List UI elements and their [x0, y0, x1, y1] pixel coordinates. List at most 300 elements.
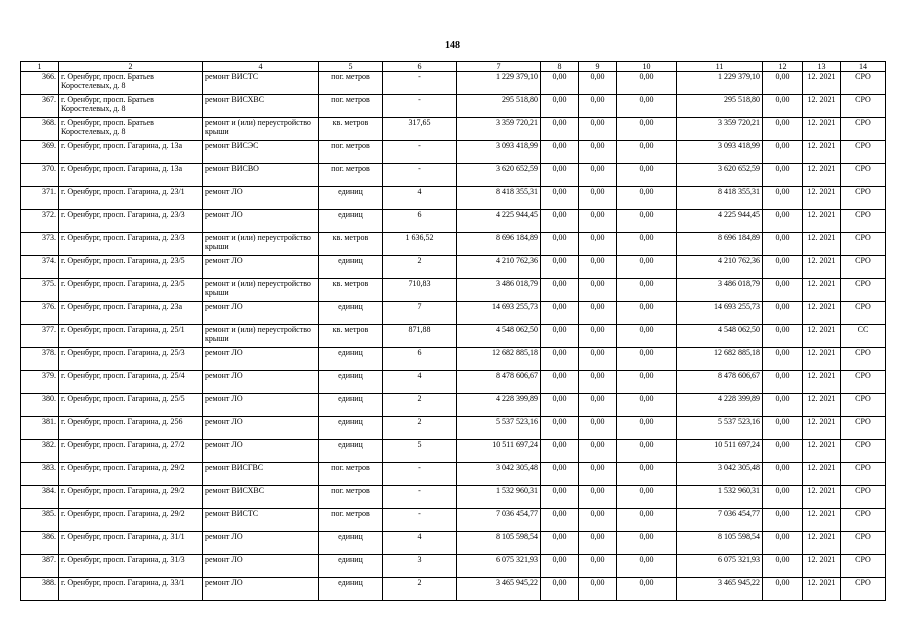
cell-total: 1 229 379,10	[457, 72, 541, 95]
cell-addr: г. Оренбург, просп. Гагарина, д. 13а	[59, 164, 203, 187]
cell-c12: 0,00	[763, 509, 803, 532]
cell-c10: 0,00	[617, 118, 677, 141]
cell-c9: 0,00	[579, 95, 617, 118]
cell-unit: единиц	[319, 532, 383, 555]
cell-addr: г. Оренбург, просп. Гагарина, д. 29/2	[59, 463, 203, 486]
column-header: 6	[383, 62, 457, 72]
cell-n: 387.	[21, 555, 59, 578]
cell-total: 14 693 255,73	[457, 302, 541, 325]
cell-c12: 0,00	[763, 256, 803, 279]
cell-qty: 3	[383, 555, 457, 578]
cell-addr: г. Оренбург, просп. Братьев Коростелевых, д. 8	[59, 118, 203, 141]
cell-c8: 0,00	[541, 187, 579, 210]
cell-c12: 0,00	[763, 95, 803, 118]
cell-n: 384.	[21, 486, 59, 509]
cell-date: 12. 2021	[803, 210, 841, 233]
cell-addr: г. Оренбург, просп. Гагарина, д. 23/5	[59, 256, 203, 279]
table-row	[21, 532, 886, 555]
cell-c9: 0,00	[579, 141, 617, 164]
cell-qty: 4	[383, 187, 457, 210]
cell-date: 12. 2021	[803, 348, 841, 371]
cell-work: ремонт ЛО	[203, 210, 319, 233]
cell-work: ремонт ЛО	[203, 187, 319, 210]
cell-addr: г. Оренбург, просп. Гагарина, д. 23/1	[59, 187, 203, 210]
cell-qty: -	[383, 141, 457, 164]
cell-c12: 0,00	[763, 371, 803, 394]
column-header: 14	[841, 62, 886, 72]
column-header: 9	[579, 62, 617, 72]
cell-total: 3 620 652,59	[457, 164, 541, 187]
cell-c12: 0,00	[763, 187, 803, 210]
cell-total: 12 682 885,18	[457, 348, 541, 371]
cell-c8: 0,00	[541, 325, 579, 348]
cell-src: СРО	[841, 532, 886, 555]
cell-date: 12. 2021	[803, 141, 841, 164]
cell-c10: 0,00	[617, 302, 677, 325]
cell-n: 386.	[21, 532, 59, 555]
cell-c8: 0,00	[541, 210, 579, 233]
cell-c10: 0,00	[617, 164, 677, 187]
column-header: 11	[677, 62, 763, 72]
cell-c10: 0,00	[617, 95, 677, 118]
cell-addr: г. Оренбург, просп. Гагарина, д. 23/3	[59, 233, 203, 256]
cell-unit: единиц	[319, 187, 383, 210]
cell-c10: 0,00	[617, 555, 677, 578]
cell-c12: 0,00	[763, 279, 803, 302]
cell-c10: 0,00	[617, 417, 677, 440]
cell-work: ремонт ЛО	[203, 302, 319, 325]
cell-src: СРО	[841, 118, 886, 141]
cell-work: ремонт и (или) переустройство крыши	[203, 233, 319, 256]
cell-date: 12. 2021	[803, 440, 841, 463]
cell-qty: 4	[383, 371, 457, 394]
table-row	[21, 279, 886, 302]
cell-addr: г. Оренбург, просп. Гагарина, д. 29/2	[59, 509, 203, 532]
cell-src: СРО	[841, 95, 886, 118]
cell-qty: -	[383, 463, 457, 486]
cell-c11: 3 093 418,99	[677, 141, 763, 164]
cell-unit: единиц	[319, 578, 383, 601]
cell-unit: пог. метров	[319, 509, 383, 532]
cell-total: 7 036 454,77	[457, 509, 541, 532]
cell-c12: 0,00	[763, 394, 803, 417]
cell-c8: 0,00	[541, 256, 579, 279]
cell-qty: -	[383, 95, 457, 118]
cell-c9: 0,00	[579, 463, 617, 486]
cell-c11: 3 620 652,59	[677, 164, 763, 187]
cell-c8: 0,00	[541, 164, 579, 187]
table-row	[21, 486, 886, 509]
cell-c11: 3 042 305,48	[677, 463, 763, 486]
cell-c12: 0,00	[763, 463, 803, 486]
cell-c10: 0,00	[617, 578, 677, 601]
cell-c9: 0,00	[579, 417, 617, 440]
cell-qty: 1 636,52	[383, 233, 457, 256]
cell-unit: единиц	[319, 302, 383, 325]
cell-c12: 0,00	[763, 440, 803, 463]
cell-c12: 0,00	[763, 302, 803, 325]
column-header: 1	[21, 62, 59, 72]
column-header: 5	[319, 62, 383, 72]
cell-c8: 0,00	[541, 440, 579, 463]
cell-c11: 5 537 523,16	[677, 417, 763, 440]
cell-total: 4 548 062,50	[457, 325, 541, 348]
cell-date: 12. 2021	[803, 164, 841, 187]
cell-src: СРО	[841, 440, 886, 463]
cell-c9: 0,00	[579, 440, 617, 463]
cell-total: 3 093 418,99	[457, 141, 541, 164]
cell-work: ремонт ЛО	[203, 440, 319, 463]
cell-qty: 2	[383, 394, 457, 417]
cell-unit: пог. метров	[319, 95, 383, 118]
cell-c11: 4 228 399,89	[677, 394, 763, 417]
cell-src: СРО	[841, 555, 886, 578]
cell-c11: 3 465 945,22	[677, 578, 763, 601]
cell-n: 385.	[21, 509, 59, 532]
cell-date: 12. 2021	[803, 279, 841, 302]
cell-unit: единиц	[319, 394, 383, 417]
cell-qty: 5	[383, 440, 457, 463]
cell-total: 8 105 598,54	[457, 532, 541, 555]
cell-src: СРО	[841, 578, 886, 601]
cell-addr: г. Оренбург, просп. Гагарина, д. 25/1	[59, 325, 203, 348]
cell-c11: 3 486 018,79	[677, 279, 763, 302]
cell-addr: г. Оренбург, просп. Гагарина, д. 13а	[59, 141, 203, 164]
cell-c9: 0,00	[579, 233, 617, 256]
cell-c12: 0,00	[763, 210, 803, 233]
cell-unit: кв. метров	[319, 325, 383, 348]
cell-c12: 0,00	[763, 532, 803, 555]
cell-c8: 0,00	[541, 555, 579, 578]
table-row	[21, 141, 886, 164]
cell-work: ремонт и (или) переустройство крыши	[203, 325, 319, 348]
cell-c11: 8 418 355,31	[677, 187, 763, 210]
page-number: 148	[445, 40, 460, 51]
cell-n: 368.	[21, 118, 59, 141]
cell-c12: 0,00	[763, 233, 803, 256]
cell-qty: 710,83	[383, 279, 457, 302]
table-body	[21, 72, 886, 601]
cell-c11: 8 696 184,89	[677, 233, 763, 256]
cell-date: 12. 2021	[803, 394, 841, 417]
cell-total: 8 418 355,31	[457, 187, 541, 210]
cell-c8: 0,00	[541, 233, 579, 256]
cell-date: 12. 2021	[803, 417, 841, 440]
cell-work: ремонт ЛО	[203, 555, 319, 578]
cell-c9: 0,00	[579, 509, 617, 532]
cell-unit: пог. метров	[319, 164, 383, 187]
cell-c9: 0,00	[579, 486, 617, 509]
cell-n: 367.	[21, 95, 59, 118]
cell-n: 377.	[21, 325, 59, 348]
cell-addr: г. Оренбург, просп. Гагарина, д. 27/2	[59, 440, 203, 463]
cell-src: СРО	[841, 371, 886, 394]
cell-addr: г. Оренбург, просп. Гагарина, д. 25/3	[59, 348, 203, 371]
cell-c8: 0,00	[541, 463, 579, 486]
cell-work: ремонт ВИСГВС	[203, 463, 319, 486]
cell-c11: 3 359 720,21	[677, 118, 763, 141]
cell-unit: единиц	[319, 555, 383, 578]
table-row	[21, 118, 886, 141]
cell-c12: 0,00	[763, 118, 803, 141]
cell-unit: единиц	[319, 348, 383, 371]
cell-c12: 0,00	[763, 348, 803, 371]
cell-src: СС	[841, 325, 886, 348]
cell-qty: 317,65	[383, 118, 457, 141]
cell-qty: 6	[383, 210, 457, 233]
table-row	[21, 509, 886, 532]
column-header: 8	[541, 62, 579, 72]
table-row	[21, 72, 886, 95]
table-row	[21, 348, 886, 371]
cell-c10: 0,00	[617, 256, 677, 279]
cell-unit: пог. метров	[319, 463, 383, 486]
cell-src: СРО	[841, 210, 886, 233]
cell-work: ремонт ЛО	[203, 394, 319, 417]
cell-c9: 0,00	[579, 210, 617, 233]
cell-work: ремонт ЛО	[203, 578, 319, 601]
cell-c11: 4 225 944,45	[677, 210, 763, 233]
cell-date: 12. 2021	[803, 118, 841, 141]
cell-unit: пог. метров	[319, 72, 383, 95]
cell-c9: 0,00	[579, 279, 617, 302]
cell-src: СРО	[841, 164, 886, 187]
cell-src: СРО	[841, 394, 886, 417]
cell-total: 4 225 944,45	[457, 210, 541, 233]
cell-qty: -	[383, 509, 457, 532]
cell-date: 12. 2021	[803, 325, 841, 348]
cell-c8: 0,00	[541, 532, 579, 555]
cell-qty: -	[383, 72, 457, 95]
cell-c8: 0,00	[541, 279, 579, 302]
cell-unit: кв. метров	[319, 279, 383, 302]
cell-c9: 0,00	[579, 371, 617, 394]
cell-unit: пог. метров	[319, 486, 383, 509]
cell-c10: 0,00	[617, 187, 677, 210]
cell-total: 4 228 399,89	[457, 394, 541, 417]
cell-qty: 2	[383, 256, 457, 279]
cell-c11: 4 548 062,50	[677, 325, 763, 348]
cell-c10: 0,00	[617, 72, 677, 95]
cell-n: 370.	[21, 164, 59, 187]
table-row	[21, 187, 886, 210]
cell-addr: г. Оренбург, просп. Гагарина, д. 33/1	[59, 578, 203, 601]
cell-unit: кв. метров	[319, 118, 383, 141]
cell-c12: 0,00	[763, 417, 803, 440]
cell-c8: 0,00	[541, 394, 579, 417]
cell-c9: 0,00	[579, 578, 617, 601]
column-header: 4	[203, 62, 319, 72]
cell-n: 376.	[21, 302, 59, 325]
cell-src: СРО	[841, 279, 886, 302]
cell-addr: г. Оренбург, просп. Гагарина, д. 29/2	[59, 486, 203, 509]
cell-addr: г. Оренбург, просп. Братьев Коростелевых, д. 8	[59, 72, 203, 95]
cell-date: 12. 2021	[803, 187, 841, 210]
cell-total: 6 075 321,93	[457, 555, 541, 578]
cell-c8: 0,00	[541, 509, 579, 532]
cell-c12: 0,00	[763, 164, 803, 187]
cell-c9: 0,00	[579, 555, 617, 578]
cell-total: 5 537 523,16	[457, 417, 541, 440]
cell-c12: 0,00	[763, 555, 803, 578]
table-row	[21, 210, 886, 233]
cell-n: 371.	[21, 187, 59, 210]
cell-n: 372.	[21, 210, 59, 233]
cell-date: 12. 2021	[803, 463, 841, 486]
cell-unit: кв. метров	[319, 233, 383, 256]
cell-src: СРО	[841, 233, 886, 256]
cell-n: 375.	[21, 279, 59, 302]
cell-addr: г. Оренбург, просп. Гагарина, д. 23а	[59, 302, 203, 325]
cell-c10: 0,00	[617, 325, 677, 348]
cell-work: ремонт ВИСЭС	[203, 141, 319, 164]
cell-total: 10 511 697,24	[457, 440, 541, 463]
cell-date: 12. 2021	[803, 233, 841, 256]
cell-c11: 8 105 598,54	[677, 532, 763, 555]
cell-total: 1 532 960,31	[457, 486, 541, 509]
column-number-row	[21, 62, 886, 72]
cell-unit: пог. метров	[319, 141, 383, 164]
cell-qty: 2	[383, 417, 457, 440]
cell-addr: г. Оренбург, просп. Гагарина, д. 31/3	[59, 555, 203, 578]
cell-unit: единиц	[319, 210, 383, 233]
cell-c9: 0,00	[579, 532, 617, 555]
table-row	[21, 555, 886, 578]
cell-c11: 7 036 454,77	[677, 509, 763, 532]
cell-c8: 0,00	[541, 578, 579, 601]
cell-c8: 0,00	[541, 72, 579, 95]
cell-qty: 2	[383, 578, 457, 601]
cell-n: 382.	[21, 440, 59, 463]
cell-work: ремонт ВИСХВС	[203, 95, 319, 118]
cell-date: 12. 2021	[803, 302, 841, 325]
cell-src: СРО	[841, 141, 886, 164]
cell-work: ремонт ВИСТС	[203, 509, 319, 532]
table-row	[21, 578, 886, 601]
cell-n: 374.	[21, 256, 59, 279]
cell-c11: 1 229 379,10	[677, 72, 763, 95]
cell-work: ремонт ЛО	[203, 532, 319, 555]
cell-c11: 12 682 885,18	[677, 348, 763, 371]
cell-n: 378.	[21, 348, 59, 371]
cell-c10: 0,00	[617, 440, 677, 463]
cell-total: 8 478 606,67	[457, 371, 541, 394]
cell-c10: 0,00	[617, 210, 677, 233]
cell-n: 379.	[21, 371, 59, 394]
cell-c10: 0,00	[617, 371, 677, 394]
table-row	[21, 302, 886, 325]
cell-work: ремонт ЛО	[203, 348, 319, 371]
cell-addr: г. Оренбург, просп. Гагарина, д. 23/3	[59, 210, 203, 233]
cell-total: 3 042 305,48	[457, 463, 541, 486]
cell-c8: 0,00	[541, 302, 579, 325]
cell-c10: 0,00	[617, 532, 677, 555]
cell-c10: 0,00	[617, 394, 677, 417]
cell-n: 388.	[21, 578, 59, 601]
cell-total: 3 465 945,22	[457, 578, 541, 601]
cell-c8: 0,00	[541, 371, 579, 394]
cell-c11: 4 210 762,36	[677, 256, 763, 279]
cell-c11: 10 511 697,24	[677, 440, 763, 463]
cell-c12: 0,00	[763, 141, 803, 164]
cell-c10: 0,00	[617, 279, 677, 302]
cell-n: 383.	[21, 463, 59, 486]
cell-src: СРО	[841, 187, 886, 210]
cell-n: 381.	[21, 417, 59, 440]
cell-addr: г. Оренбург, просп. Гагарина, д. 256	[59, 417, 203, 440]
cell-date: 12. 2021	[803, 371, 841, 394]
cell-c8: 0,00	[541, 141, 579, 164]
cell-total: 295 518,80	[457, 95, 541, 118]
cell-src: СРО	[841, 486, 886, 509]
cell-addr: г. Оренбург, просп. Гагарина, д. 25/4	[59, 371, 203, 394]
column-header: 12	[763, 62, 803, 72]
cell-date: 12. 2021	[803, 532, 841, 555]
table-row	[21, 325, 886, 348]
cell-date: 12. 2021	[803, 578, 841, 601]
cell-c8: 0,00	[541, 95, 579, 118]
cell-addr: г. Оренбург, просп. Гагарина, д. 25/5	[59, 394, 203, 417]
cell-c10: 0,00	[617, 348, 677, 371]
table-row	[21, 233, 886, 256]
cell-c9: 0,00	[579, 164, 617, 187]
cell-c10: 0,00	[617, 233, 677, 256]
table-row	[21, 463, 886, 486]
cell-c9: 0,00	[579, 394, 617, 417]
cell-work: ремонт ЛО	[203, 417, 319, 440]
cell-qty: -	[383, 164, 457, 187]
cell-c10: 0,00	[617, 141, 677, 164]
table-row	[21, 256, 886, 279]
capital-repair-table	[20, 61, 886, 601]
cell-unit: единиц	[319, 371, 383, 394]
cell-src: СРО	[841, 348, 886, 371]
cell-c9: 0,00	[579, 187, 617, 210]
cell-qty: -	[383, 486, 457, 509]
cell-work: ремонт и (или) переустройство крыши	[203, 279, 319, 302]
cell-src: СРО	[841, 463, 886, 486]
cell-c8: 0,00	[541, 486, 579, 509]
cell-c9: 0,00	[579, 325, 617, 348]
cell-c12: 0,00	[763, 72, 803, 95]
cell-c9: 0,00	[579, 302, 617, 325]
cell-c8: 0,00	[541, 348, 579, 371]
column-header: 2	[59, 62, 203, 72]
cell-qty: 871,88	[383, 325, 457, 348]
cell-c12: 0,00	[763, 486, 803, 509]
cell-work: ремонт и (или) переустройство крыши	[203, 118, 319, 141]
cell-n: 366.	[21, 72, 59, 95]
table-row	[21, 394, 886, 417]
column-header: 13	[803, 62, 841, 72]
cell-work: ремонт ЛО	[203, 256, 319, 279]
cell-n: 369.	[21, 141, 59, 164]
cell-c9: 0,00	[579, 256, 617, 279]
cell-addr: г. Оренбург, просп. Гагарина, д. 23/5	[59, 279, 203, 302]
cell-addr: г. Оренбург, просп. Братьев Коростелевых, д. 8	[59, 95, 203, 118]
cell-c10: 0,00	[617, 509, 677, 532]
table-row	[21, 371, 886, 394]
cell-c11: 14 693 255,73	[677, 302, 763, 325]
cell-unit: единиц	[319, 256, 383, 279]
cell-total: 3 359 720,21	[457, 118, 541, 141]
cell-c8: 0,00	[541, 417, 579, 440]
column-header: 7	[457, 62, 541, 72]
cell-date: 12. 2021	[803, 95, 841, 118]
cell-c10: 0,00	[617, 463, 677, 486]
cell-src: СРО	[841, 72, 886, 95]
table-row	[21, 440, 886, 463]
